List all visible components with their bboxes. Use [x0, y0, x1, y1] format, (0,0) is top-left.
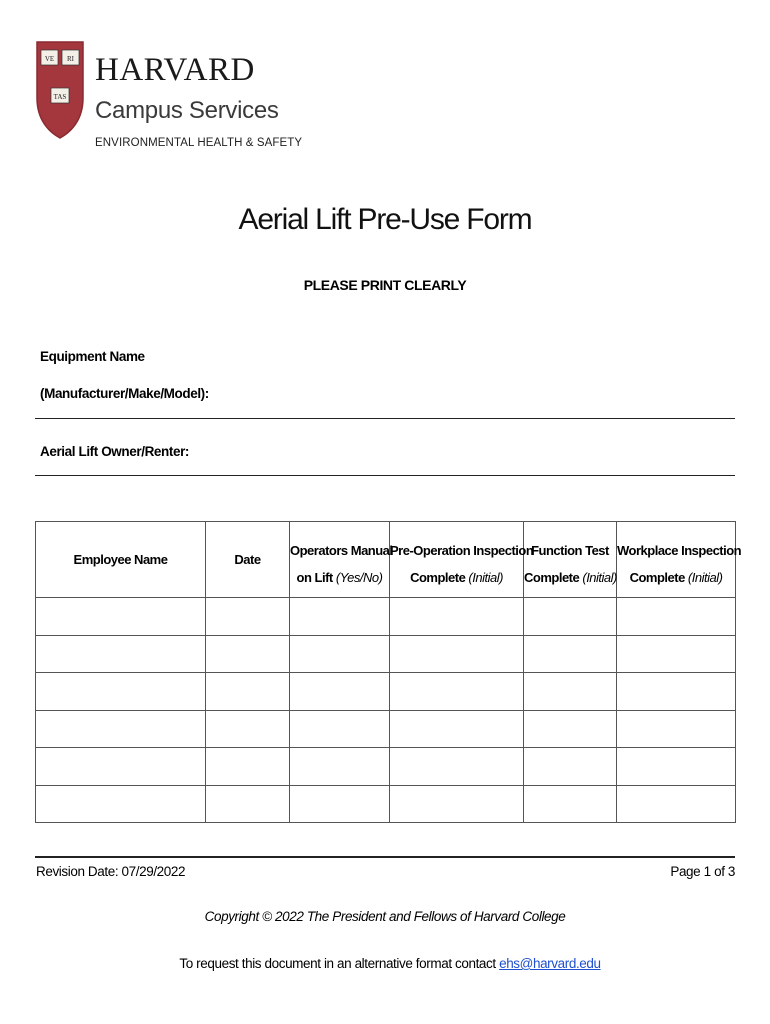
operators-manual-cell[interactable] [290, 598, 390, 636]
employee-name-cell[interactable] [36, 673, 206, 711]
contact-text: To request this document in an alternative format contact [179, 956, 500, 971]
shield-letters-ve: VE [44, 55, 55, 63]
logo-subtitle: Campus Services [95, 97, 279, 124]
operators-manual-cell[interactable] [290, 785, 390, 823]
date-cell[interactable] [206, 635, 290, 673]
owner-renter-field[interactable] [35, 475, 735, 476]
date-cell[interactable] [206, 673, 290, 711]
pre-operation-cell[interactable] [390, 710, 524, 748]
workplace-inspection-cell[interactable] [617, 598, 736, 636]
table-row [36, 748, 736, 786]
print-instruction: PLEASE PRINT CLEARLY [303, 277, 467, 293]
column-header-employee-name: Employee Name [36, 522, 206, 598]
harvard-logo [35, 40, 303, 155]
owner-renter-label: Aerial Lift Owner/Renter: [40, 444, 190, 459]
workplace-inspection-cell[interactable] [617, 635, 736, 673]
operators-manual-cell[interactable] [290, 673, 390, 711]
date-cell[interactable] [206, 748, 290, 786]
workplace-inspection-cell[interactable] [617, 710, 736, 748]
date-cell[interactable] [206, 785, 290, 823]
table-row [36, 598, 736, 636]
column-header-operators-manual: Operators Manual on Lift (Yes/No) [290, 522, 390, 598]
operators-manual-cell[interactable] [290, 748, 390, 786]
workplace-inspection-cell[interactable] [617, 785, 736, 823]
column-header-date: Date [206, 522, 290, 598]
date-cell[interactable] [206, 710, 290, 748]
function-test-cell[interactable] [524, 748, 617, 786]
column-header-workplace-inspection: Workplace Inspection Complete (Initial) [617, 522, 736, 598]
pre-operation-cell[interactable] [390, 673, 524, 711]
workplace-inspection-cell[interactable] [617, 748, 736, 786]
employee-name-cell[interactable] [36, 598, 206, 636]
alternative-format-notice [0, 956, 770, 971]
equipment-name-label: Equipment Name [40, 349, 145, 364]
shield-letters-tas: TAS [53, 93, 67, 101]
logo-title: HARVARD [95, 52, 255, 88]
table-row [36, 673, 736, 711]
footer-divider [35, 856, 735, 858]
function-test-cell[interactable] [524, 710, 617, 748]
workplace-inspection-cell[interactable] [617, 673, 736, 711]
pre-operation-cell[interactable] [390, 635, 524, 673]
employee-name-cell[interactable] [36, 635, 206, 673]
operators-manual-cell[interactable] [290, 635, 390, 673]
logo-department: ENVIRONMENTAL HEALTH & SAFETY [95, 137, 303, 149]
shield-letters-ri: RI [67, 55, 74, 63]
page-number: Page 1 of 3 [670, 864, 735, 879]
pre-operation-cell[interactable] [390, 785, 524, 823]
inspection-log-table [35, 521, 742, 823]
page-title: Aerial Lift Pre-Use Form [238, 203, 532, 236]
pre-operation-cell[interactable] [390, 598, 524, 636]
operators-manual-cell[interactable] [290, 710, 390, 748]
harvard-shield-icon [35, 40, 85, 140]
equipment-model-label: (Manufacturer/Make/Model): [40, 386, 209, 401]
contact-email-link[interactable]: ehs@harvard.edu [499, 956, 601, 971]
employee-name-cell[interactable] [36, 748, 206, 786]
function-test-cell[interactable] [524, 598, 617, 636]
function-test-cell[interactable] [524, 673, 617, 711]
table-header-row [36, 522, 736, 598]
table-row [36, 710, 736, 748]
table-row [36, 785, 736, 823]
employee-name-cell[interactable] [36, 710, 206, 748]
date-cell[interactable] [206, 598, 290, 636]
function-test-cell[interactable] [524, 635, 617, 673]
table-row [36, 635, 736, 673]
employee-name-cell[interactable] [36, 785, 206, 823]
column-header-function-test: Function Test Complete (Initial) [524, 522, 617, 598]
equipment-name-field[interactable] [35, 418, 735, 419]
function-test-cell[interactable] [524, 785, 617, 823]
revision-date: Revision Date: 07/29/2022 [36, 864, 186, 879]
column-header-pre-operation-inspection: Pre-Operation Inspection Complete (Initial) [390, 522, 524, 598]
copyright-notice: Copyright © 2022 The President and Fellows of Harvard College [204, 909, 566, 924]
pre-operation-cell[interactable] [390, 748, 524, 786]
